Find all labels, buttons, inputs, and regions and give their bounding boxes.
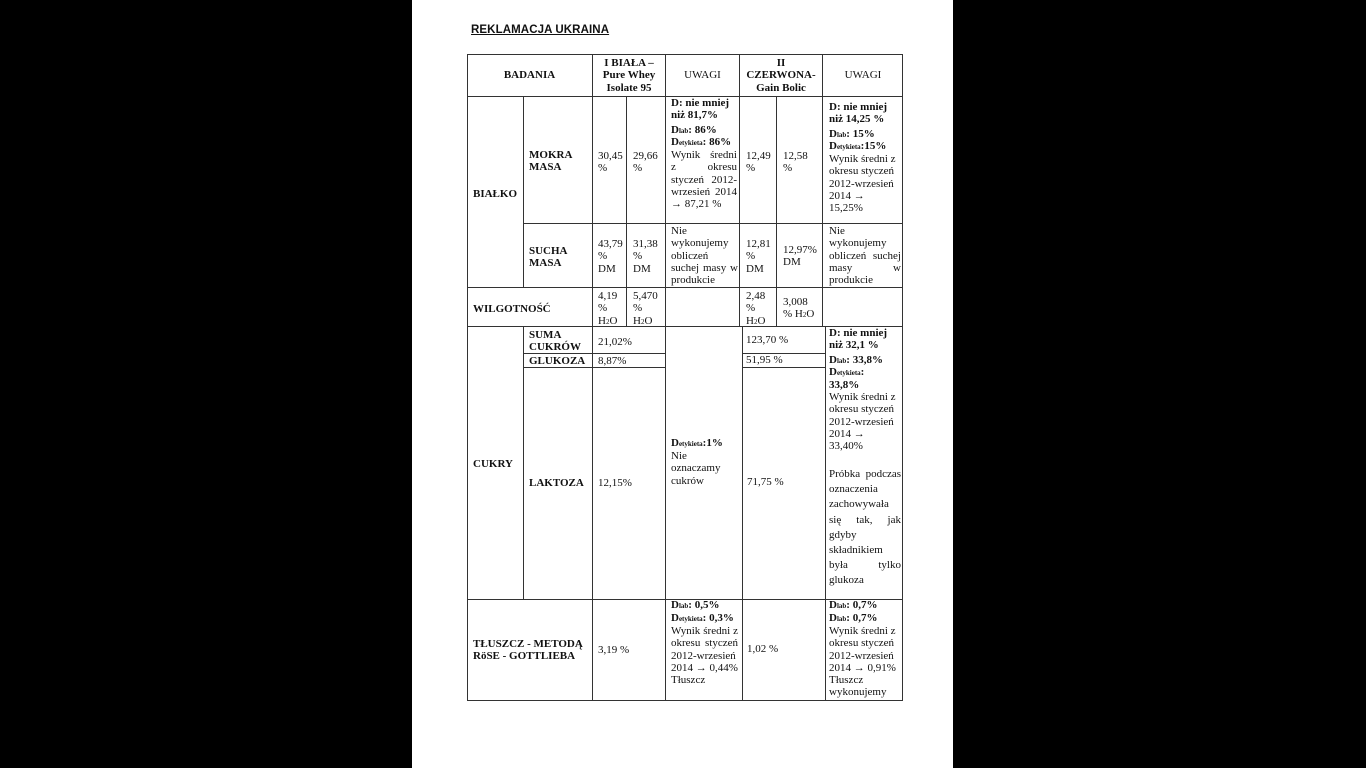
row-label-tluszcz: TŁUSZCZ - METODĄ RöSE - GOTTLIEBA bbox=[473, 638, 583, 663]
table-rule bbox=[825, 326, 826, 700]
row-label-bialko: BIAŁKO bbox=[473, 188, 518, 200]
table-border-left bbox=[467, 54, 468, 701]
wilgotnosc-sample1-a: 4,19 % H2O bbox=[598, 290, 618, 327]
table-rule bbox=[822, 54, 823, 326]
table-rule bbox=[776, 96, 777, 326]
table-border-right bbox=[902, 54, 903, 701]
mokra-sample2-b: 12,58 % bbox=[783, 150, 808, 175]
row-label-wilgotnosc: WILGOTNOŚĆ bbox=[473, 303, 551, 315]
sucha-uwagi-1: Nie wykonujemy obliczeń suchej masy w produkcie bbox=[671, 225, 738, 287]
header-uwagi-1: UWAGI bbox=[684, 69, 721, 81]
sucha-sample2-a: 12,81 % DM bbox=[746, 238, 771, 275]
laktoza-sample1: 12,15% bbox=[598, 477, 632, 489]
table-rule bbox=[626, 96, 627, 326]
mokra-sample1-b: 29,66 % bbox=[633, 150, 658, 175]
mokra-sample1-a: 30,45 % bbox=[598, 150, 623, 175]
table-rule bbox=[523, 96, 524, 287]
table-rule bbox=[742, 326, 743, 700]
row-label-laktoza: LAKTOZA bbox=[529, 477, 584, 489]
row-label-glukoza: GLUKOZA bbox=[529, 355, 586, 367]
sucha-sample1-b: 31,38 % DM bbox=[633, 238, 658, 275]
sucha-uwagi-2: Nie wykonujemy obliczeń suchej masy w produkcie bbox=[829, 225, 901, 287]
row-label-suma-cukrow: SUMA CUKRÓW bbox=[529, 329, 581, 354]
results-table: BADANIA I BIAŁA – Pure Whey Isolate 95 UWAGI II CZERWONA- Gain Bolic UWAGI BIAŁKO MOKRA MASA 30,45 % 29,66 % D: nie mniej niż 81,7% Dlab: 86% Detykieta: 86% Wynik średni z okresu styczeń 2012-wrzesień 2014 → 87,21 % 12,49 % 12,58 % D: nie mniej niż 14,25 % Dlab: 15% Detykieta:15% Wynik średni z okresu styczeń 2012-wrzesień 2014 → 15,25% SUCHA MASA 43,79 % DM 31,38 % DM Nie wykonujemy obliczeń suchej masy w produkcie 12,81 % DM 12,97% DM Nie wykonujemy obliczeń suchej masy w produkcie WILGOTNOŚĆ 4,19 % H2O 5,470 % H2O 2,48 % H2O 3,008 % H2O CUKRY SUMA CUKRÓW 21,02% 123,70 % GLUKOZA 8,87% 51,95 % LAKTOZA 12,15% 71,75 % Detykieta:1% Nie oznaczamy cukrów D: nie mniej niż 32,1 % Dlab: 33,8% Detykieta: 33,8% Wynik średni z okresu styczeń 2012-wrzesień 2014 → 33,40% Próbka podczas oznaczenia zachowywała się tak, jak gdyby składnikiem była tylko glukoza TŁUSZCZ - METODĄ RöSE - GOTTLIEBA 3,19 % 1,02 % Dlab: 0,5% Detykieta: 0,3% Wynik średni z okresu styczeń 2012-wrzesień 2014 → 0,44% Tłuszcz Dlab: 0,7% Dlab: 0,7% Wynik średni z okresu styczeń 2012-wrzesień 2014 → 0,91% Tłuszcz wykonujemy bbox=[467, 54, 903, 701]
table-rule bbox=[665, 54, 666, 700]
wilgotnosc-sample1-b: 5,470 % H2O bbox=[633, 290, 658, 327]
table-border-top bbox=[467, 54, 903, 55]
table-rule bbox=[742, 367, 825, 368]
table-rule bbox=[739, 54, 740, 326]
row-label-sucha-masa: SUCHA MASA bbox=[529, 245, 568, 270]
sucha-sample2-b: 12,97% DM bbox=[783, 244, 817, 269]
glukoza-sample2: 51,95 % bbox=[746, 354, 783, 366]
tluszcz-sample1: 3,19 % bbox=[598, 644, 630, 656]
header-sample-2: II CZERWONA- Gain Bolic bbox=[746, 57, 816, 94]
laktoza-sample2: 71,75 % bbox=[747, 476, 784, 488]
mokra-sample2-a: 12,49 % bbox=[746, 150, 771, 175]
document-page bbox=[412, 0, 953, 768]
row-label-mokra-masa: MOKRA MASA bbox=[529, 149, 573, 174]
header-badania: BADANIA bbox=[503, 69, 556, 81]
table-rule bbox=[523, 223, 903, 224]
document-title: REKLAMACJA UKRAINA bbox=[471, 24, 610, 36]
suma-sample1: 21,02% bbox=[598, 336, 632, 348]
table-rule bbox=[523, 326, 524, 599]
glukoza-sample1: 8,87% bbox=[598, 355, 627, 367]
wilgotnosc-sample2-a: 2,48 % H2O bbox=[746, 290, 766, 327]
table-rule bbox=[467, 287, 903, 288]
suma-sample2: 123,70 % bbox=[746, 334, 789, 346]
table-border-bottom bbox=[467, 700, 903, 701]
header-sample-1: I BIAŁA – Pure Whey Isolate 95 bbox=[602, 57, 656, 94]
row-label-cukry: CUKRY bbox=[473, 458, 513, 470]
tluszcz-sample2: 1,02 % bbox=[747, 643, 779, 655]
wilgotnosc-sample2-b: 3,008 % H2O bbox=[783, 296, 815, 321]
header-uwagi-2: UWAGI bbox=[844, 69, 882, 81]
sucha-sample1-a: 43,79 % DM bbox=[598, 238, 623, 275]
table-rule bbox=[592, 54, 593, 700]
